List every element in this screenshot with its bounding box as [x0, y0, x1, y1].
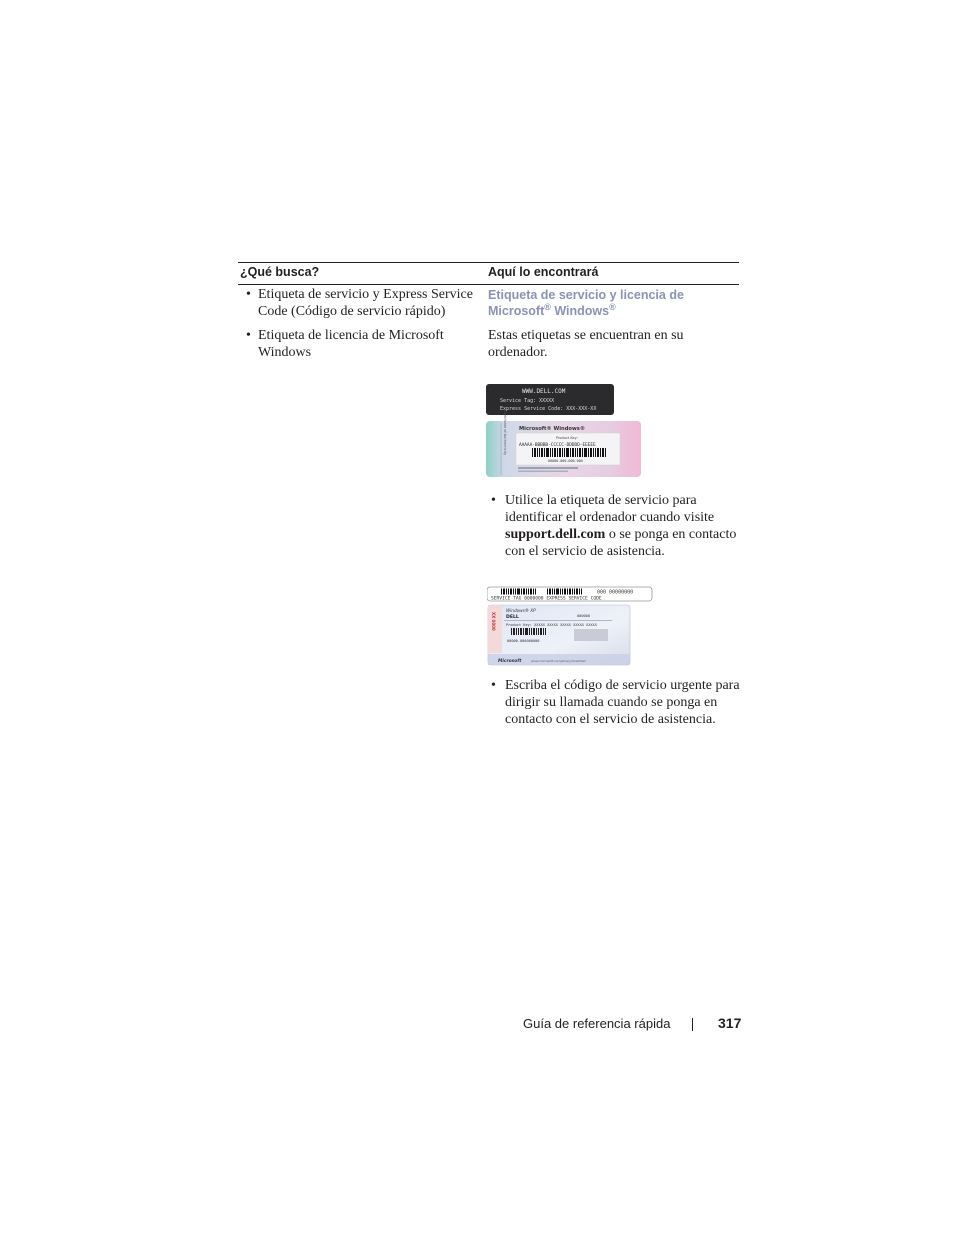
bullet-line: Utilice la etiqueta de servicio para	[505, 493, 697, 508]
dell-brand: DELL	[506, 615, 519, 620]
tag-service: Service Tag: XXXXX	[500, 398, 555, 404]
reg-mark: ®	[609, 301, 616, 312]
col2-header: Aquí lo encontrará	[488, 265, 599, 279]
service-tag-label-image-1	[486, 383, 642, 479]
left-item-line: Etiqueta de servicio y Express Service	[258, 287, 473, 302]
xp-side-num: XX 0000	[491, 612, 496, 631]
bullet-line: contacto con el servicio de asistencia.	[505, 712, 716, 727]
col1-header: ¿Qué busca?	[240, 265, 320, 279]
left-item-line: Windows	[258, 345, 312, 360]
bullet-line-rest: o se ponga en contacto	[605, 527, 737, 542]
title-line: Etiqueta de servicio y licencia de	[488, 288, 684, 302]
tag-barcode-num: 000 00000000	[597, 589, 634, 596]
tag-url: WWW.DELL.COM	[522, 388, 566, 395]
tag-express: Express Service Code: XXX-XXX-XX	[500, 406, 597, 412]
xp-url: www.microsoft.com/piracy/howtotell	[531, 659, 586, 663]
section-title	[488, 287, 728, 319]
left-item-line: Etiqueta de licencia de Microsoft	[258, 328, 444, 343]
reg-mark: ®	[544, 301, 551, 312]
xp-product-key: Product Key: XXXXX XXXXX XXXXX XXXXX XXXXX	[506, 623, 597, 627]
table-header-rule	[238, 284, 739, 285]
service-tag-label-image-2	[487, 586, 653, 668]
tag-strip-text: SERVICE TAG 0000000 EXPRESS SERVICE CODE	[491, 596, 602, 602]
page-number: 317	[718, 1015, 742, 1031]
intro-line: Estas etiquetas se encuentran en su	[488, 328, 684, 343]
coa-key-label: Product Key:	[556, 436, 578, 440]
coa-brand: Microsoft® Windows®	[519, 426, 586, 432]
table-top-rule	[238, 262, 739, 263]
footer-title: Guía de referencia rápida	[523, 1016, 671, 1031]
title-ms: Microsoft	[488, 304, 545, 318]
footer-separator	[692, 1018, 693, 1031]
bullet-line: con el servicio de asistencia.	[505, 544, 665, 559]
coa-key: AAAAA-BBBBB-CCCCC-DDDDD-EEEEE	[519, 443, 596, 448]
xp-num-small: 000000	[577, 614, 590, 618]
coa-serial: 00000-000-000-000	[548, 459, 583, 463]
support-link[interactable]: support.dell.com	[505, 527, 606, 542]
intro-text	[488, 327, 738, 361]
coa-side-text: Certificate of Authenticity	[503, 410, 507, 456]
xp-serial: 00000-000000000	[507, 639, 540, 643]
left-item-line: Code (Código de servicio rápido)	[258, 304, 446, 319]
hologram-patch	[574, 629, 608, 641]
bullet-line: Escriba el código de servicio urgente para	[505, 678, 740, 693]
microsoft-logo: Microsoft	[498, 659, 522, 664]
xp-brand: Windows® XP	[506, 608, 536, 613]
bullet-line: dirigir su llamada cuando se ponga en	[505, 695, 718, 710]
intro-line: ordenador.	[488, 345, 548, 360]
bullet-line: identificar el ordenador cuando visite	[505, 510, 715, 525]
title-windows: Windows	[550, 304, 610, 318]
